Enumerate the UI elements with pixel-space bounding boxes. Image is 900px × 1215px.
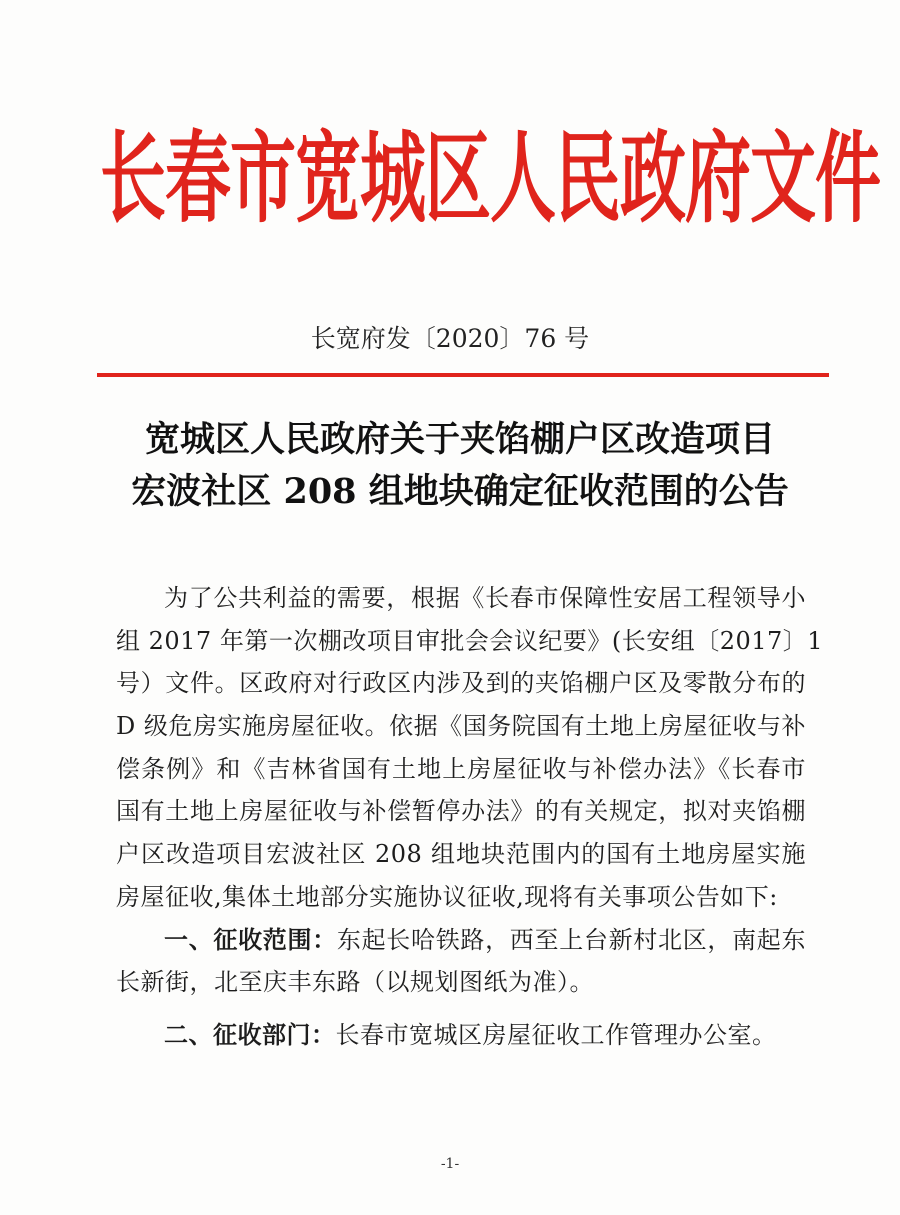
body-line: 偿条例》和《吉林省国有土地上房屋征收与补偿办法》《长春市 <box>116 754 806 783</box>
section-1-heading: 一、征收范围： <box>164 924 337 954</box>
page-number: -1- <box>440 1156 460 1172</box>
document-masthead: 长春市宽城区人民政府文件 <box>100 119 880 237</box>
body-line: 户区改造项目宏波社区 208 组地块范围内的国有土地房屋实施 <box>116 840 806 869</box>
title-line-2: 宏波社区 208 组地块确定征收范围的公告 <box>131 471 789 512</box>
red-divider-rule <box>97 373 829 377</box>
section-2-heading: 二、征收部门： <box>164 1019 336 1049</box>
document-number: 长宽府发〔2020〕76 号 <box>310 324 590 353</box>
title-line-1: 宽城区人民政府关于夹馅棚户区改造项目 <box>144 419 775 460</box>
body-line: 组 2017 年第一次棚改项目审批会会议纪要》(长安组〔2017〕1 <box>116 626 824 655</box>
section-2-text: 长春市宽城区房屋征收工作管理办公室。 <box>335 1020 777 1049</box>
body-line: 为了公共利益的需要，根据《长春市保障性安居工程领导小 <box>164 584 806 612</box>
section-1-line <box>116 919 806 962</box>
body-line: 号）文件。区政府对行政区内涉及到的夹馅棚户区及零散分布的 <box>116 669 806 698</box>
section-1-text: 东起长哈铁路，西至上台新村北区，南起东 <box>336 925 807 954</box>
body-line: D 级危房实施房屋征收。依据《国务院国有土地上房屋征收与补 <box>116 712 806 741</box>
document-body <box>116 577 824 1057</box>
document-title <box>80 414 840 518</box>
section-2-line <box>116 1014 806 1057</box>
body-line: 房屋征收,集体土地部分实施协议征收,现将有关事项公告如下: <box>116 882 778 911</box>
body-line: 国有土地上房屋征收与补偿暂停办法》的有关规定，拟对夹馅棚 <box>116 797 806 826</box>
section-1-line-2: 长新街，北至庆丰东路（以规划图纸为准）。 <box>116 968 594 997</box>
